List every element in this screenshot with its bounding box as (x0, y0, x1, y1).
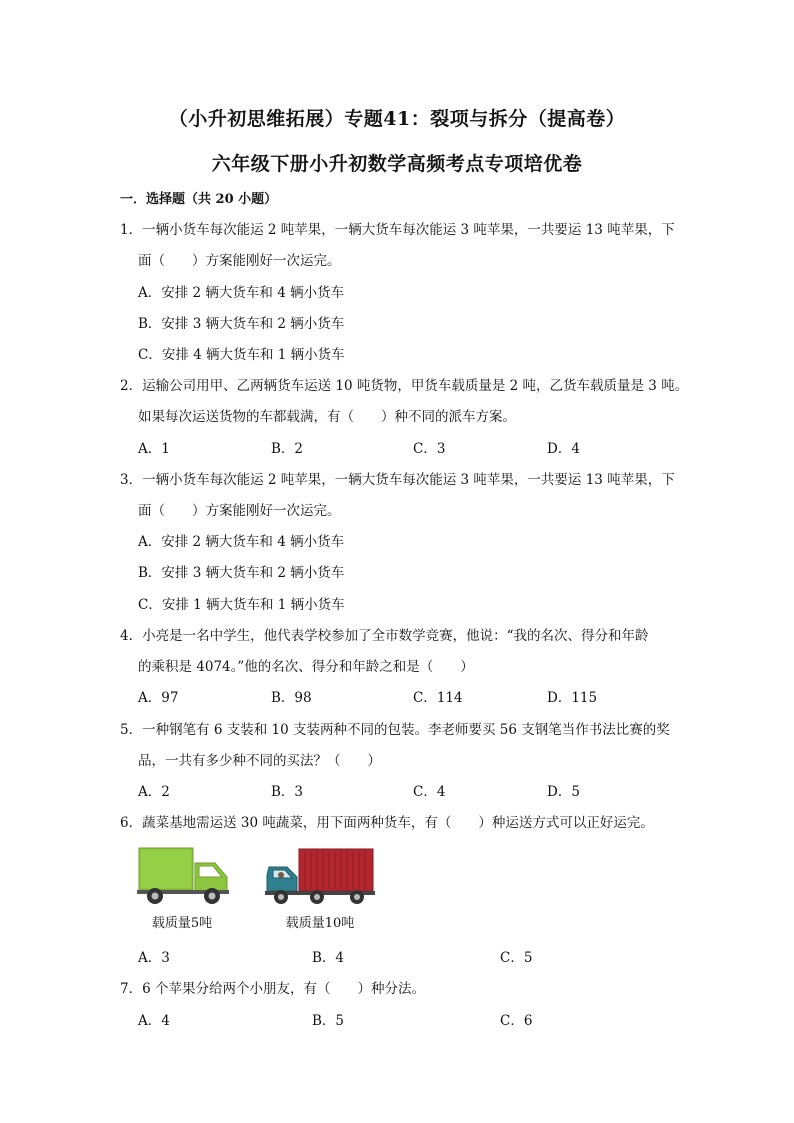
question-1-option-a: A．安排 2 辆大货车和 4 辆小货车 (138, 285, 345, 301)
question-7-option-b: B．5 (312, 1013, 345, 1029)
question-6-option-b: B．4 (312, 950, 345, 966)
question-5-line-1: 5．一种钢笔有 6 支装和 10 支装两种不同的包装。李老师要买 56 支钢笔当作书法比赛的奖 (120, 722, 670, 738)
question-4-option-a: A．97 (138, 690, 179, 706)
question-3-line-1: 3．一辆小货车每次能运 2 吨苹果，一辆大货车每次能运 3 吨苹果，一共要运 13 吨苹果，下 (120, 472, 675, 488)
large-truck-image (265, 845, 375, 907)
question-7-line-1: 7．6 个苹果分给两个小朋友，有（ ）种分法。 (120, 981, 425, 997)
red-container-truck-icon (265, 845, 375, 907)
question-1-line-2: 面（ ）方案能刚好一次运完。 (138, 253, 341, 269)
page-subtitle: 六年级下册小升初数学高频考点专项培优卷 (211, 153, 583, 175)
question-2-option-c: C．3 (413, 441, 446, 457)
question-6-line-1: 6．蔬菜基地需运送 30 吨蔬菜，用下面两种货车，有（ ）种运送方式可以正好运完。 (120, 815, 654, 831)
question-5-line-2: 品，一共有多少种不同的买法？（ ） (138, 753, 381, 769)
question-3-line-2: 面（ ）方案能刚好一次运完。 (138, 503, 341, 519)
green-truck-icon (137, 845, 237, 907)
question-5-option-d: D．5 (547, 784, 580, 800)
question-2-line-2: 如果每次运送货物的车都载满，有（ ）种不同的派车方案。 (138, 409, 516, 425)
section-heading: 一．选择题（共 20 小题） (120, 192, 278, 207)
question-1-line-1: 1．一辆小货车每次能运 2 吨苹果，一辆大货车每次能运 3 吨苹果，一共要运 13 吨苹果，下 (120, 222, 675, 238)
question-5-option-a: A．2 (138, 784, 170, 800)
question-4-option-c: C．114 (413, 690, 463, 706)
small-truck-caption: 载质量5吨 (151, 916, 213, 931)
page-title: （小升初思维拓展）专题41：裂项与拆分（提高卷） (168, 108, 626, 130)
question-4-line-2: 的乘积是 4074。”他的名次、得分和年龄之和是（ ） (138, 659, 474, 675)
question-2-option-b: B．2 (271, 441, 304, 457)
question-7-option-c: C．6 (500, 1013, 533, 1029)
question-3-option-a: A．安排 2 辆大货车和 4 辆小货车 (138, 534, 345, 550)
question-6-option-c: C．5 (500, 950, 533, 966)
question-7-option-a: A．4 (138, 1013, 170, 1029)
question-1-option-b: B．安排 3 辆大货车和 2 辆小货车 (138, 316, 345, 332)
question-1-option-c: C．安排 4 辆大货车和 1 辆小货车 (138, 347, 345, 363)
question-5-option-c: C．4 (413, 784, 446, 800)
question-4-line-1: 4．小亮是一名中学生，他代表学校参加了全市数学竞赛，他说：“我的名次、得分和年龄 (120, 628, 649, 644)
question-3-option-c: C．安排 1 辆大货车和 1 辆小货车 (138, 597, 345, 613)
question-6-option-a: A．3 (138, 950, 170, 966)
question-4-option-b: B．98 (271, 690, 312, 706)
small-truck-image (137, 845, 237, 907)
question-2-line-1: 2．运输公司用甲、乙两辆货车运送 10 吨货物，甲货车载质量是 2 吨，乙货车载质量是 3 吨。 (120, 378, 689, 394)
large-truck-caption: 载质量10吨 (285, 916, 355, 931)
question-4-option-d: D．115 (547, 690, 598, 706)
question-2-option-d: D．4 (547, 441, 580, 457)
question-5-option-b: B．3 (271, 784, 304, 800)
question-3-option-b: B．安排 3 辆大货车和 2 辆小货车 (138, 565, 345, 581)
question-2-option-a: A．1 (138, 441, 170, 457)
